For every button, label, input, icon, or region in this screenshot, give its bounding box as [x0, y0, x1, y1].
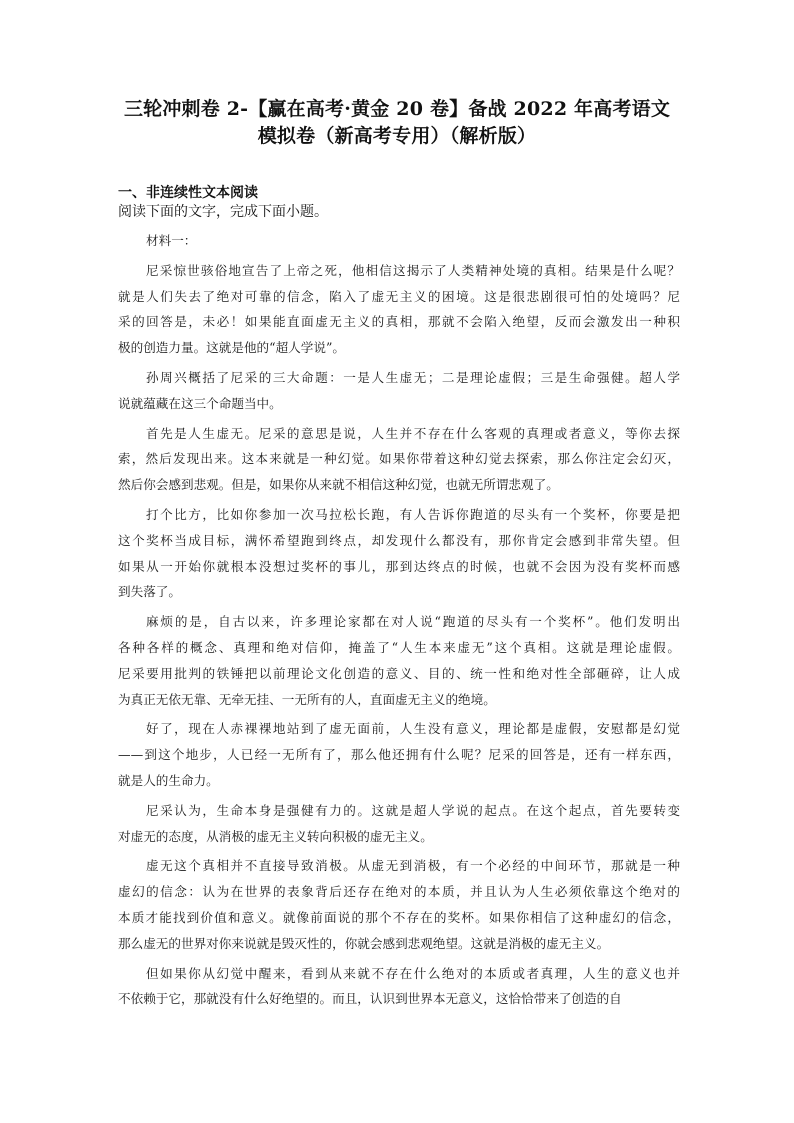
paragraph-line: 如果从一开始你就根本没想过奖杯的事儿，那到达终点的时候，也就不会因为没有奖杯而感	[118, 558, 680, 574]
paragraph-line: 不依赖于它，那就没有什么好绝望的。而且，认识到世界本无意义，这恰恰带来了创造的自	[118, 991, 622, 1007]
passage-paragraph	[118, 798, 680, 850]
passage-paragraph	[118, 961, 680, 1013]
paragraph-line: 为真正无依无靠、无牵无挂、一无所有的人，直面虚无主义的绝境。	[118, 691, 496, 707]
title-line-1: 三轮冲刺卷 2-【赢在高考·黄金 20 卷】备战 2022 年高考语文	[123, 98, 671, 120]
paragraph-line: 就是人的生命力。	[118, 772, 219, 788]
passage-paragraph	[118, 228, 680, 254]
section-heading: 一、非连续性文本阅读	[118, 185, 258, 201]
paragraph-line: 尼采认为，生命本身是强健有力的。这就是超人学说的起点。在这个起点，首先要转变	[146, 802, 680, 818]
paragraph-line: 虚幻的信念：认为在世界的表象背后还存在绝对的本质，并且认为人生必须依靠这个绝对的	[118, 884, 680, 900]
paragraph-line: 首先是人生虚无。尼采的意思是说，人生并不存在什么客观的真理或者意义，等你去探	[146, 425, 680, 441]
paragraph-line: 极的创造力量。这就是他的“超人学说”。	[118, 340, 345, 356]
paragraph-line: ——到这个地步，人已经一无所有了，那么他还拥有什么呢？尼采的回答是，还有一样东西，	[118, 747, 680, 763]
paragraph-line: 材料一：	[146, 233, 197, 248]
passage-paragraph	[118, 609, 680, 712]
paragraph-line: 好了，现在人赤裸裸地站到了虚无面前，人生没有意义，理论都是虚假，安慰都是幻觉	[146, 721, 680, 737]
paragraph-line: 尼采要用批判的铁锤把以前理论文化创造的意义、目的、统一性和绝对性全部砸碎，让人成	[118, 665, 680, 681]
passage-paragraph	[118, 716, 680, 793]
title-line-2: 模拟卷（新高考专用）（解析版）	[257, 125, 537, 147]
paragraph-line: 就是人们失去了绝对可靠的信念，陷入了虚无主义的困境。这是很悲剧很可怕的处境吗？尼	[118, 288, 680, 304]
paragraph-line: 虚无这个真相并不直接导致消极。从虚无到消极，有一个必经的中间环节，那就是一种	[146, 858, 680, 874]
passage-paragraph	[118, 853, 680, 956]
paragraph-line: 对虚无的态度，从消极的虚无主义转向积极的虚无主义。	[118, 828, 433, 844]
paragraph-line: 说就蕴藏在这三个命题当中。	[118, 395, 282, 411]
paragraph-line: 那么虚无的世界对你来说就是毁灭性的，你就会感到悲观绝望。这就是消极的虚无主义。	[118, 935, 610, 951]
paragraph-line: 各种各样的概念、真理和绝对信仰，掩盖了“人生本来虚无”这个真相。这就是理论虚假。	[118, 639, 680, 655]
paragraph-line: 采的回答是，未必！如果能直面虚无主义的真相，那就不会陷入绝望，反而会激发出一种积	[118, 314, 680, 330]
paragraph-line: 尼采惊世骇俗地宣告了上帝之死，他相信这揭示了人类精神处境的真相。结果是什么呢？	[146, 262, 680, 278]
paragraph-line: 然后你会感到悲观。但是，如果你从来就不相信这种幻觉，也就无所谓悲观了。	[118, 477, 559, 493]
passage-paragraph	[118, 421, 680, 498]
paragraph-line: 索，然后发现出来。这本来就是一种幻觉。如果你带着这种幻觉去探索，那么你注定会幻灭，	[118, 451, 680, 467]
passage-paragraph	[118, 258, 680, 361]
reading-instruction: 阅读下面的文字，完成下面小题。	[118, 204, 328, 220]
paragraph-line: 麻烦的是，自古以来，许多理论家都在对人说“跑道的尽头有一个奖杯”。他们发明出	[146, 614, 680, 630]
document-title	[100, 96, 694, 150]
paragraph-line: 但如果你从幻觉中醒来，看到从来就不存在什么绝对的本质或者真理，人生的意义也并	[146, 965, 680, 981]
paragraph-line: 本质才能找到价值和意义。就像前面说的那个不存在的奖杯。如果你相信了这种虚幻的信念，	[118, 909, 680, 925]
paragraph-line: 这个奖杯当成目标，满怀希望跑到终点，却发现什么都没有，那你肯定会感到非常失望。但	[118, 532, 680, 548]
paragraph-line: 打个比方，比如你参加一次马拉松长跑，有人告诉你跑道的尽头有一个奖杯，你要是把	[146, 506, 680, 522]
paragraph-line: 到失落了。	[118, 584, 181, 600]
passage-body	[118, 228, 680, 1012]
paragraph-line: 孙周兴概括了尼采的三大命题：一是人生虚无；二是理论虚假；三是生命强健。超人学	[146, 369, 680, 385]
passage-paragraph	[118, 502, 680, 605]
passage-paragraph	[118, 365, 680, 417]
